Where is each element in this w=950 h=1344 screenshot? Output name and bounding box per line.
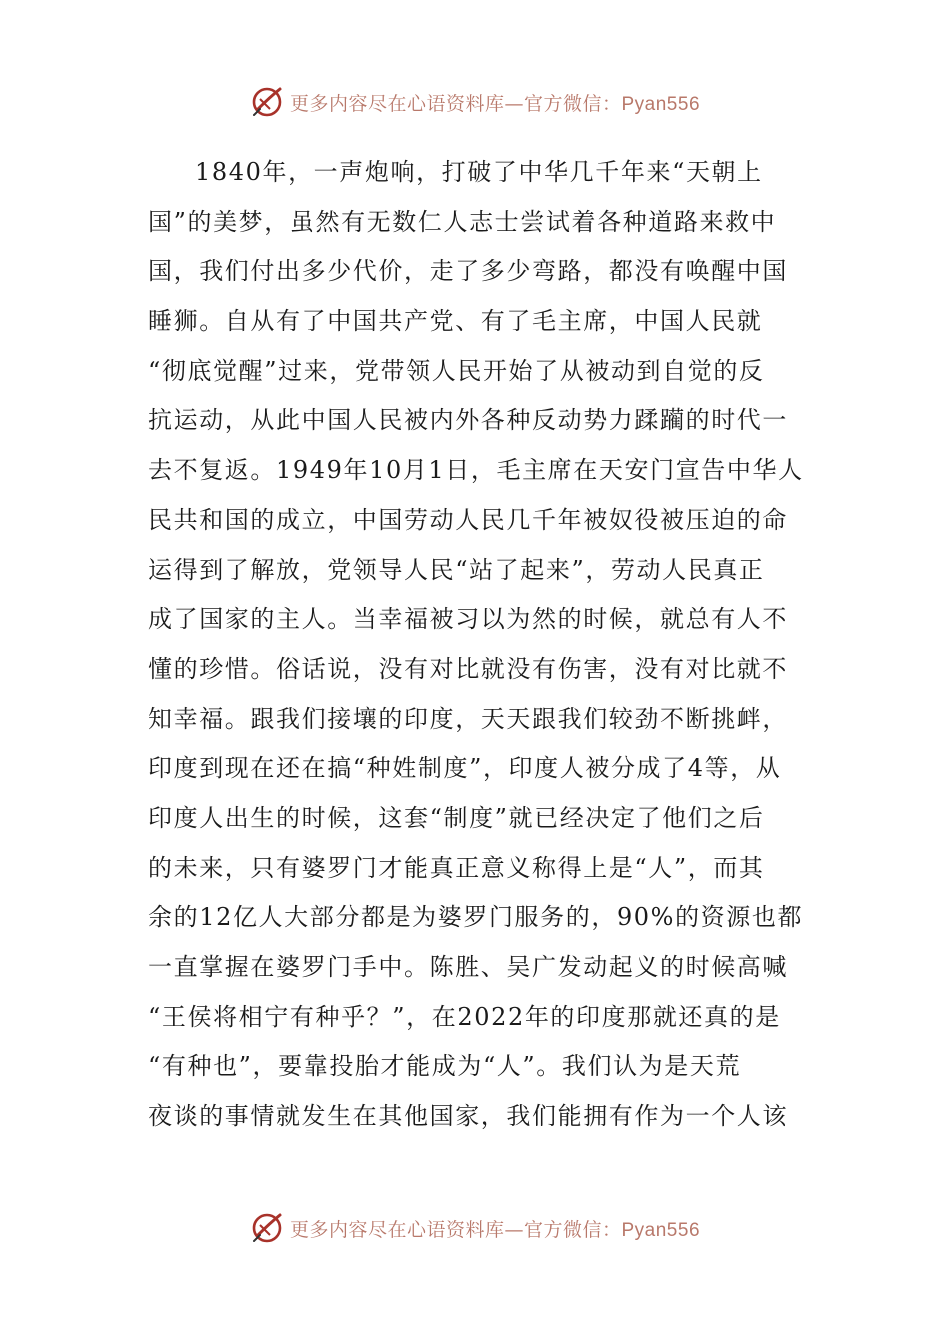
paragraph-line: 印度人出生的时候，这套“制度”就已经决定了他们之后 xyxy=(148,803,765,832)
paragraph-line: 运得到了解放，党领导人民“站了起来”，劳动人民真正 xyxy=(148,555,765,584)
watermark-label: 更多内容尽在心语资料库—官方微信： xyxy=(289,1218,622,1241)
red-seal-pen-logo-icon xyxy=(250,85,284,119)
watermark-wechat-id: Pyan556 xyxy=(621,1219,701,1241)
paragraph-line: 抗运动，从此中国人民被内外各种反动势力蹂躏的时代一 xyxy=(148,406,788,435)
paragraph-line: 国，我们付出多少代价，走了多少弯路，都没有唤醒中国 xyxy=(148,257,788,286)
document-body xyxy=(148,148,808,1142)
paragraph-line: 民共和国的成立，中国劳动人民几千年被奴役被压迫的命 xyxy=(148,505,788,534)
paragraph-line: 余的12亿人大部分都是为婆罗门服务的，90%的资源也都 xyxy=(148,903,804,932)
red-seal-pen-logo-icon xyxy=(250,1211,284,1245)
paragraph-line: “有种也”，要靠投胎才能成为“人”。我们认为是天荒 xyxy=(148,1052,742,1081)
paragraph-line: “彻底觉醒”过来，党带领人民开始了从被动到自觉的反 xyxy=(148,356,765,385)
paragraph-line: 夜谈的事情就发生在其他国家，我们能拥有作为一个人该 xyxy=(148,1102,788,1131)
paragraph-line: 懂的珍惜。俗话说，没有对比就没有伤害，没有对比就不 xyxy=(148,654,788,683)
paragraph-line: 的未来，只有婆罗门才能真正意义称得上是“人”，而其 xyxy=(148,853,765,882)
header-watermark xyxy=(0,82,950,122)
watermark-text xyxy=(290,1215,700,1242)
watermark-text xyxy=(290,89,700,116)
paragraph-line: 成了国家的主人。当幸福被习以为然的时候，就总有人不 xyxy=(148,605,788,634)
paragraph-line: 知幸福。跟我们接壤的印度，天天跟我们较劲不断挑衅， xyxy=(148,704,788,733)
paragraph-line: 印度到现在还在搞“种姓制度”，印度人被分成了4等，从 xyxy=(148,754,782,783)
watermark-label: 更多内容尽在心语资料库—官方微信： xyxy=(289,92,622,115)
paragraph-line: 睡狮。自从有了中国共产党、有了毛主席，中国人民就 xyxy=(148,307,763,336)
watermark-wechat-id: Pyan556 xyxy=(621,93,701,115)
paragraph-line: 去不复返。1949年10月1日，毛主席在天安门宣告中华人 xyxy=(148,456,804,485)
paragraph-line: “王侯将相宁有种乎？”，在2022年的印度那就还真的是 xyxy=(148,1002,781,1031)
footer-watermark xyxy=(0,1208,950,1248)
paragraph-line: 国”的美梦，虽然有无数仁人志士尝试着各种道路来救中 xyxy=(148,207,777,236)
paragraph-line: 一直掌握在婆罗门手中。陈胜、吴广发动起义的时候高喊 xyxy=(148,953,788,981)
paragraph-line: 1840年，一声炮响，打破了中华几千年来“天朝上 xyxy=(195,158,763,186)
